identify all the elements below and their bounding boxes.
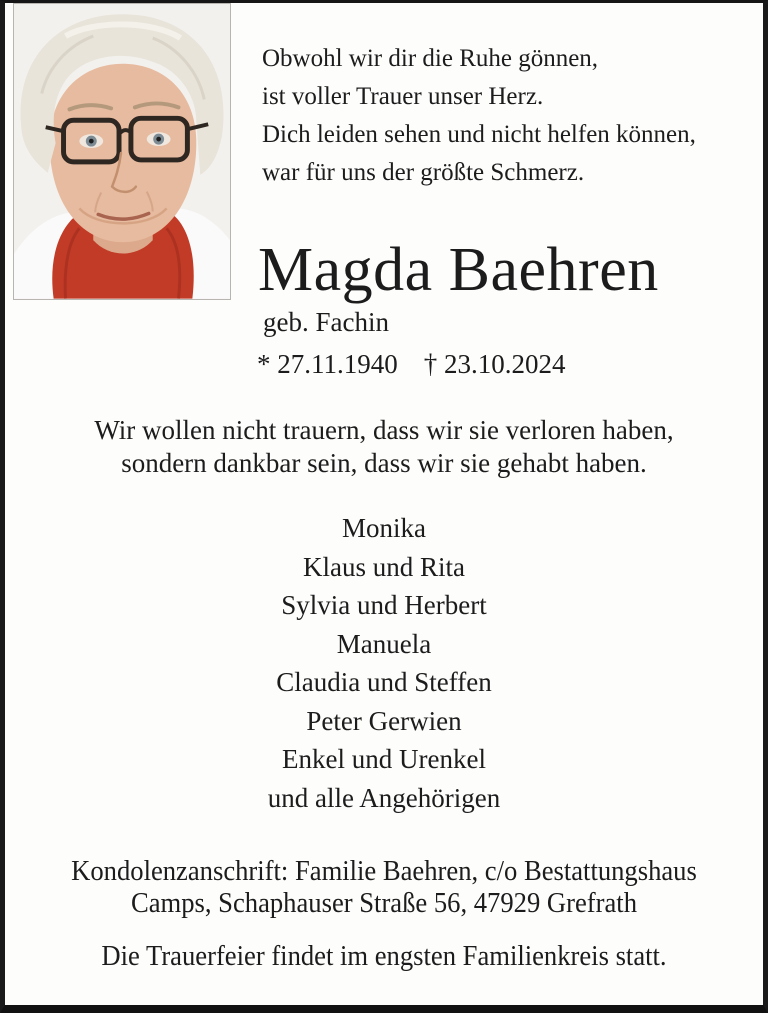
verse-line: ist voller Trauer unser Herz. — [262, 83, 544, 110]
deceased-name: Magda Baehren — [258, 236, 659, 304]
portrait-illustration — [14, 4, 230, 299]
maiden-name: geb. Fachin — [263, 307, 389, 337]
mourner-name: Claudia und Steffen — [276, 667, 492, 697]
mourners-list — [0, 509, 768, 817]
mourner-name: und alle Angehörigen — [267, 782, 501, 813]
mourner-name: Sylvia und Herbert — [281, 590, 487, 620]
mourner-name: Peter Gerwien — [306, 705, 462, 736]
mourner-name: Manuela — [336, 628, 432, 659]
mourner-name: Monika — [342, 513, 426, 543]
condolence-address — [19, 856, 749, 920]
verse-line: war für uns der größte Schmerz. — [262, 159, 585, 186]
condolence-line: Kondolenzanschrift: Familie Baehren, c/o Bestattungshaus — [71, 856, 697, 887]
verse-line: Obwohl wir dir die Ruhe gönnen, — [262, 45, 599, 72]
mourner-name: Enkel und Urenkel — [282, 744, 486, 774]
tribute-line: sondern dankbar sein, dass wir sie gehabt haben. — [121, 448, 647, 478]
tribute-text — [0, 414, 768, 480]
death-date: † 23.10.2024 — [423, 349, 566, 379]
memorial-verse — [262, 40, 696, 192]
life-dates — [257, 348, 566, 380]
condolence-line: Camps, Schaphauser Straße 56, 47929 Grefrath — [130, 888, 638, 919]
mourner-name: Klaus und Rita — [303, 551, 465, 582]
verse-line: Dich leiden sehen und nicht helfen können, — [262, 121, 696, 148]
tribute-line: Wir wollen nicht trauern, dass wir sie verloren haben, — [94, 415, 674, 445]
portrait-photo — [13, 3, 231, 300]
closing-line: Die Trauerfeier findet im engsten Familienkreis statt. — [101, 941, 667, 972]
birth-date: * 27.11.1940 — [257, 349, 398, 379]
